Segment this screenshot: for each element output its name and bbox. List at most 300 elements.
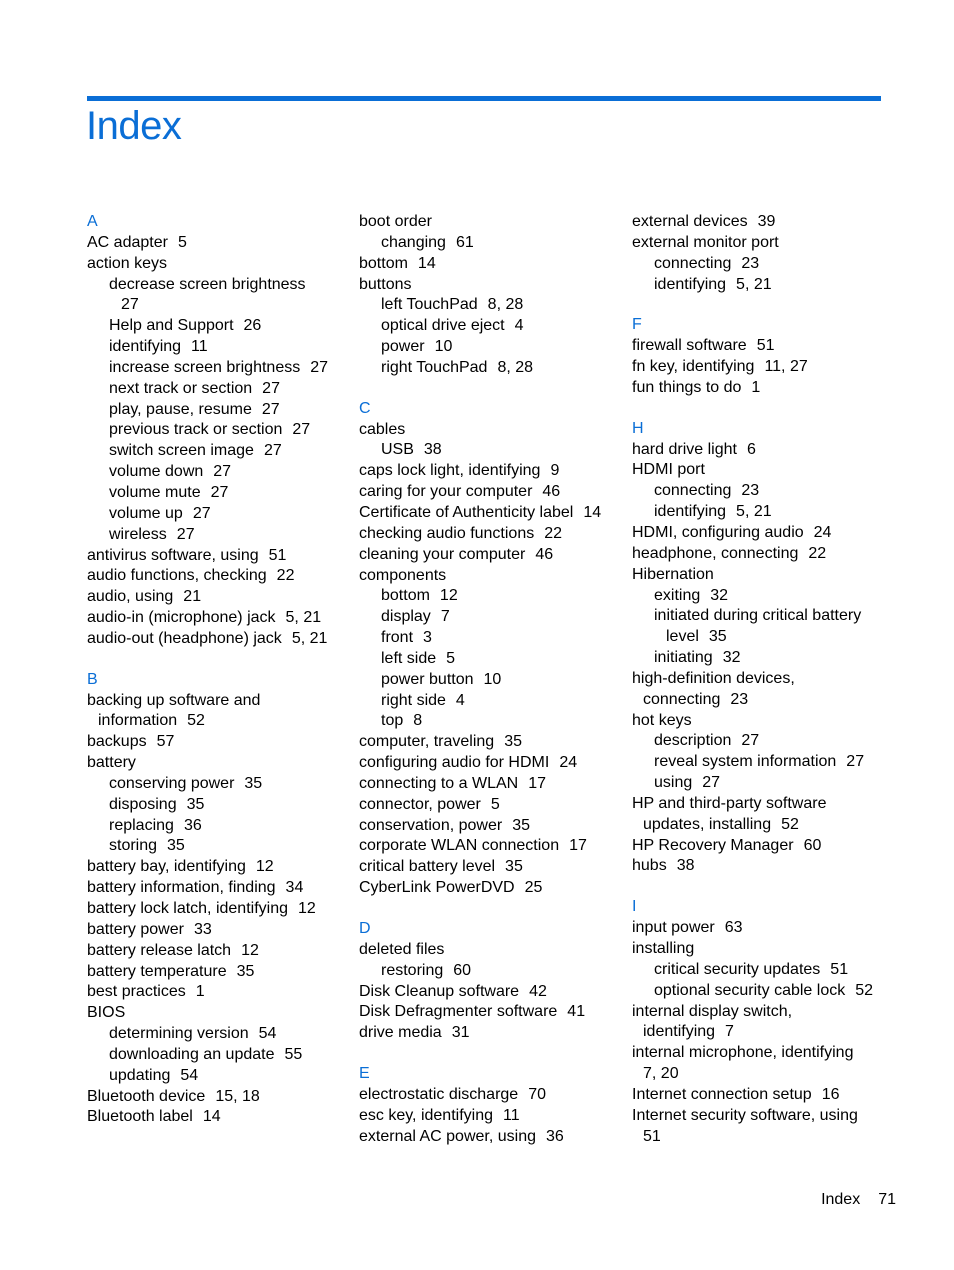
entry-term: installing: [632, 940, 695, 957]
entry-page-ref: 51: [268, 546, 287, 564]
entry-term: HP and third-party software: [632, 794, 827, 812]
index-subentry: [632, 648, 894, 669]
entry-term: top: [381, 712, 404, 730]
entry-page-ref: 23: [741, 482, 760, 500]
index-entry: [632, 836, 894, 857]
index-subentry: [632, 275, 894, 296]
index-entry: [632, 357, 894, 378]
index-entry-continuation: [87, 711, 349, 732]
entry-term: storing: [109, 837, 158, 855]
entry-page-ref: 27: [310, 358, 329, 376]
index-subentry: [87, 816, 349, 837]
index-subentry: [359, 628, 621, 649]
index-entry: [632, 794, 894, 815]
index-entry: [87, 233, 349, 254]
entry-term: firewall software: [632, 337, 747, 355]
entry-page-ref: 8, 28: [487, 296, 524, 314]
section-gap: [359, 899, 621, 919]
title-rule: [87, 96, 881, 101]
index-entry: [87, 857, 349, 878]
entry-page-ref: 27: [263, 442, 282, 460]
index-subentry: [87, 420, 349, 441]
entry-page-ref: 35: [505, 858, 523, 876]
entry-term: decrease screen brightness: [109, 275, 306, 293]
entry-term: conserving power: [109, 774, 235, 792]
entry-term: battery temperature: [87, 962, 227, 980]
index-entry: [87, 878, 349, 899]
entry-term: battery power: [87, 920, 184, 938]
entry-term: fun things to do: [632, 378, 742, 396]
page-number: 71: [878, 1191, 896, 1208]
entry-term: audio-out (headphone) jack: [87, 629, 282, 647]
entry-term: using: [654, 774, 693, 792]
entry-page-ref: 41: [567, 1003, 586, 1021]
entry-page-ref: 11, 27: [764, 358, 808, 376]
entry-term: conservation, power: [359, 816, 503, 834]
entry-page-ref: 36: [546, 1127, 564, 1145]
entry-term: Help and Support: [109, 317, 234, 335]
entry-page-ref: 3: [423, 629, 432, 647]
index-entry: [87, 1087, 349, 1108]
index-subentry: [632, 960, 894, 981]
entry-page-ref: 32: [722, 649, 741, 667]
entry-term: previous track or section: [109, 421, 283, 439]
entry-term: connecting: [643, 690, 721, 708]
entry-page-ref: 27: [262, 379, 280, 397]
entry-term: audio functions, checking: [87, 567, 267, 585]
entry-page-ref: 8, 28: [497, 358, 534, 376]
entry-page-ref: 32: [710, 586, 729, 604]
entry-term: reveal system information: [654, 753, 837, 771]
entry-term: 51: [643, 1127, 661, 1145]
index-subentry: [87, 795, 349, 816]
index-entry: [632, 460, 894, 481]
entry-term: internal microphone, identifying: [632, 1044, 854, 1062]
entry-page-ref: 42: [529, 982, 547, 1000]
entry-term: caps lock light, identifying: [359, 462, 541, 480]
index-entry: [359, 857, 621, 878]
index-subentry: [632, 752, 894, 773]
index-subentry: [87, 462, 349, 483]
entry-page-ref: 7: [440, 608, 450, 626]
entry-term: identifying: [109, 338, 182, 356]
entry-term: bottom: [381, 587, 430, 605]
index-entry: [632, 711, 894, 732]
entry-page-ref: 35: [167, 837, 185, 855]
entry-term: switch screen image: [109, 442, 254, 460]
entry-page-ref: 35: [708, 628, 727, 646]
entry-term: audio, using: [87, 588, 174, 606]
entry-term: connecting: [654, 482, 732, 500]
index-subentry: [87, 1045, 349, 1066]
entry-term: computer, traveling: [359, 733, 495, 751]
entry-term: battery lock latch, identifying: [87, 900, 288, 917]
index-entry: [87, 587, 349, 608]
entry-term: critical security updates: [654, 960, 821, 978]
entry-page-ref: 12: [255, 858, 274, 876]
entry-term: level: [666, 628, 699, 646]
entry-term: drive media: [359, 1024, 442, 1042]
index-entry: [359, 275, 621, 296]
entry-page-ref: 55: [284, 1045, 303, 1063]
index-entry: [87, 962, 349, 983]
entry-term: hubs: [632, 857, 667, 875]
entry-term: backups: [87, 733, 147, 751]
entry-term: Disk Cleanup software: [359, 982, 520, 1000]
entry-term: internal display switch,: [632, 1002, 793, 1020]
entry-term: esc key, identifying: [359, 1106, 493, 1124]
entry-page-ref: 5, 21: [736, 275, 772, 293]
entry-term: connecting to a WLAN: [359, 774, 519, 792]
index-letter-heading: F: [632, 316, 642, 334]
entry-page-ref: 7: [725, 1023, 734, 1041]
entry-page-ref: 27: [192, 504, 211, 522]
index-subentry: [359, 358, 621, 379]
entry-term: battery bay, identifying: [87, 858, 246, 876]
entry-page-ref: 61: [455, 233, 474, 251]
entry-term: audio-in (microphone) jack: [87, 609, 276, 627]
entry-term: increase screen brightness: [109, 358, 301, 376]
entry-page-ref: 54: [258, 1025, 277, 1043]
entry-page-ref: 22: [276, 567, 295, 585]
entry-page-ref: 5: [446, 649, 456, 667]
entry-term: action keys: [87, 254, 168, 272]
entry-term: 27: [121, 296, 139, 314]
entry-term: HDMI, configuring audio: [632, 523, 804, 541]
footer-label: Index: [821, 1191, 861, 1208]
index-entry-continuation: [632, 1022, 894, 1043]
index-entry: [359, 878, 621, 899]
entry-term: BIOS: [87, 1004, 126, 1022]
index-entry: [632, 440, 894, 461]
index-subentry: [359, 233, 621, 254]
entry-page-ref: 10: [483, 670, 502, 688]
index-letter-heading: B: [87, 670, 98, 688]
entry-term: Certificate of Authenticity label: [359, 503, 574, 521]
index-entry: [632, 1085, 894, 1106]
entry-term: Bluetooth label: [87, 1108, 193, 1126]
entry-page-ref: 4: [514, 317, 524, 335]
entry-page-ref: 1: [195, 983, 205, 1001]
entry-page-ref: 23: [741, 254, 760, 272]
entry-term: identifying: [654, 275, 727, 293]
entry-term: external devices: [632, 213, 748, 230]
entry-page-ref: 21: [183, 588, 202, 606]
entry-term: determining version: [109, 1025, 249, 1043]
entry-term: high-definition devices,: [632, 669, 795, 687]
index-entry: [359, 816, 621, 837]
entry-term: corporate WLAN connection: [359, 837, 560, 855]
entry-term: replacing: [109, 816, 174, 834]
index-entry: [359, 1023, 621, 1044]
index-entry: [632, 565, 894, 586]
index-letter-heading: C: [359, 399, 371, 417]
entry-term: critical battery level: [359, 858, 496, 876]
entry-term: connecting: [654, 254, 732, 272]
entry-page-ref: 25: [524, 879, 543, 897]
entry-page-ref: 27: [176, 525, 195, 543]
entry-term: hot keys: [632, 711, 692, 729]
index-subentry: [359, 670, 621, 691]
index-subentry: [87, 1024, 349, 1045]
entry-term: connector, power: [359, 795, 481, 813]
entry-page-ref: 54: [180, 1066, 199, 1084]
entry-page-ref: 12: [298, 900, 316, 917]
entry-page-ref: 36: [183, 816, 202, 834]
entry-term: cables: [359, 420, 406, 438]
entry-page-ref: 57: [156, 733, 175, 751]
section-gap: [87, 650, 349, 670]
entry-page-ref: 14: [583, 503, 602, 521]
index-subentry: [632, 502, 894, 523]
index-entry: [87, 566, 349, 587]
entry-term: deleted files: [359, 940, 445, 958]
section-gap: [632, 399, 894, 419]
entry-page-ref: 38: [423, 441, 442, 459]
entry-term: identifying: [654, 503, 727, 521]
index-letter-heading: A: [87, 213, 98, 230]
entry-page-ref: 24: [813, 523, 832, 541]
index-entry: [87, 254, 349, 275]
index-entry: [87, 920, 349, 941]
index-subentry: [87, 358, 349, 379]
entry-term: optical drive eject: [381, 317, 505, 335]
entry-term: antivirus software, using: [87, 546, 259, 564]
index-letter-heading: E: [359, 1065, 370, 1083]
entry-page-ref: 6: [746, 440, 756, 458]
entry-term: components: [359, 566, 447, 584]
entry-page-ref: 24: [559, 754, 578, 772]
index-subentry: [632, 481, 894, 502]
section-gap: [359, 1044, 621, 1064]
index-entry: [87, 1107, 349, 1128]
entry-page-ref: 51: [830, 960, 849, 978]
index-entry: [359, 1127, 621, 1148]
entry-term: wireless: [109, 525, 167, 543]
entry-term: right TouchPad: [381, 358, 488, 376]
entry-term: volume down: [109, 463, 204, 481]
entry-term: Internet connection setup: [632, 1085, 812, 1103]
entry-page-ref: 60: [803, 836, 822, 854]
index-entry: [632, 233, 894, 254]
entry-page-ref: 33: [193, 920, 212, 938]
page-footer: [821, 1191, 896, 1209]
index-entry: [87, 732, 349, 753]
index-entry: [359, 461, 621, 482]
index-subentry: [359, 440, 621, 461]
entry-page-ref: 60: [453, 961, 472, 979]
index-entry-continuation: [632, 1064, 894, 1085]
entry-term: HDMI port: [632, 461, 705, 479]
entry-term: cleaning your computer: [359, 545, 526, 563]
index-subentry: [87, 275, 349, 296]
index-entry-continuation: [632, 815, 894, 836]
index-subentry: [87, 400, 349, 421]
entry-term: updating: [109, 1066, 171, 1084]
entry-term: battery information, finding: [87, 879, 276, 897]
entry-term: CyberLink PowerDVD: [359, 879, 515, 897]
index-subentry: [87, 1066, 349, 1087]
entry-page-ref: 27: [213, 463, 232, 481]
entry-term: USB: [381, 441, 414, 459]
entry-page-ref: 5, 21: [285, 609, 322, 627]
entry-page-ref: 1: [751, 378, 761, 396]
entry-term: next track or section: [109, 379, 253, 397]
index-entry: [359, 503, 621, 524]
index-subentry: [632, 731, 894, 752]
entry-page-ref: 5, 21: [291, 629, 328, 647]
index-subentry: [87, 379, 349, 400]
index-entry: [359, 254, 621, 275]
entry-term: configuring audio for HDMI: [359, 754, 550, 772]
entry-page-ref: 38: [676, 857, 695, 875]
index-subentry: [632, 586, 894, 607]
index-entry: [359, 1002, 621, 1023]
entry-term: battery: [87, 754, 136, 772]
index-entry: [87, 753, 349, 774]
entry-term: caring for your computer: [359, 483, 533, 501]
entry-page-ref: 52: [855, 981, 874, 999]
entry-term: external AC power, using: [359, 1127, 536, 1145]
index-subentry: [87, 774, 349, 795]
page-title: Index: [86, 104, 182, 148]
entry-term: boot order: [359, 213, 432, 230]
entry-term: battery release latch: [87, 941, 232, 959]
index-subentry: [87, 504, 349, 525]
index-subentry: [632, 773, 894, 794]
section-gap: [632, 877, 894, 897]
index-entry: [359, 212, 621, 233]
entry-page-ref: 14: [202, 1108, 221, 1126]
index-subentry: [87, 337, 349, 358]
entry-term: left side: [381, 649, 437, 667]
entry-term: left TouchPad: [381, 296, 478, 314]
index-subentry: [359, 961, 621, 982]
index-subentry: [359, 316, 621, 337]
index-entry: [359, 732, 621, 753]
index-entry: [632, 544, 894, 565]
entry-term: description: [654, 732, 732, 750]
index-entry: [87, 941, 349, 962]
entry-term: information: [98, 712, 178, 730]
index-entry: [359, 566, 621, 587]
index-column-3: [632, 212, 894, 1147]
entry-term: buttons: [359, 275, 412, 293]
entry-term: hard drive light: [632, 440, 737, 458]
entry-page-ref: 22: [808, 544, 827, 562]
entry-term: bottom: [359, 254, 408, 272]
entry-page-ref: 16: [821, 1085, 840, 1103]
entry-page-ref: 27: [846, 753, 865, 771]
section-gap: [359, 379, 621, 399]
entry-page-ref: 35: [504, 733, 522, 751]
entry-page-ref: 63: [724, 919, 743, 937]
index-subentry: [359, 295, 621, 316]
index-entry: [359, 774, 621, 795]
entry-page-ref: 27: [261, 400, 280, 418]
entry-page-ref: 10: [434, 338, 453, 356]
index-entry: [359, 753, 621, 774]
entry-page-ref: 34: [285, 879, 304, 897]
index-entry: [87, 1003, 349, 1024]
entry-term: Bluetooth device: [87, 1087, 206, 1105]
index-subentry-continuation: [87, 295, 349, 316]
index-entry: [359, 1106, 621, 1127]
index-entry: [632, 212, 894, 233]
entry-term: checking audio functions: [359, 524, 535, 542]
index-entry-continuation: [632, 1127, 894, 1148]
entry-page-ref: 35: [244, 774, 263, 792]
entry-term: external monitor port: [632, 233, 779, 251]
index-subentry: [632, 981, 894, 1002]
index-entry: [359, 795, 621, 816]
index-entry: [359, 420, 621, 441]
index-entry: [632, 378, 894, 399]
index-subentry: [87, 441, 349, 462]
entry-page-ref: 22: [544, 524, 563, 542]
index-entry: [359, 482, 621, 503]
index-entry: [632, 523, 894, 544]
index-subentry: [359, 711, 621, 732]
entry-page-ref: 70: [528, 1085, 546, 1103]
entry-term: restoring: [381, 961, 444, 979]
entry-page-ref: 5, 21: [736, 503, 772, 521]
entry-page-ref: 5: [177, 233, 187, 251]
index-entry: [359, 836, 621, 857]
entry-page-ref: 9: [550, 462, 560, 480]
index-entry: [87, 982, 349, 1003]
entry-page-ref: 12: [241, 941, 259, 959]
entry-term: volume mute: [109, 483, 201, 501]
index-subentry: [632, 606, 894, 627]
index-subentry: [359, 691, 621, 712]
index-entry: [359, 940, 621, 961]
entry-page-ref: 35: [236, 962, 255, 980]
entry-page-ref: 27: [702, 774, 721, 792]
entry-term: Hibernation: [632, 565, 714, 583]
entry-page-ref: 17: [569, 837, 587, 855]
entry-page-ref: 17: [528, 774, 546, 792]
index-entry: [632, 669, 894, 690]
entry-page-ref: 5: [490, 795, 500, 813]
entry-term: changing: [381, 233, 446, 251]
index-column-2: [359, 212, 621, 1147]
entry-term: backing up software and: [87, 691, 261, 709]
index-entry: [87, 546, 349, 567]
index-subentry: [87, 836, 349, 857]
entry-page-ref: 14: [417, 254, 436, 272]
index-letter-heading: D: [359, 920, 371, 937]
entry-term: play, pause, resume: [109, 400, 252, 418]
entry-term: best practices: [87, 983, 186, 1001]
entry-page-ref: 51: [756, 337, 775, 355]
entry-page-ref: 11: [503, 1106, 520, 1124]
index-letter-heading: I: [632, 898, 637, 916]
entry-page-ref: 31: [451, 1024, 470, 1042]
entry-page-ref: 27: [210, 483, 229, 501]
entry-term: display: [381, 608, 431, 626]
index-subentry: [632, 254, 894, 275]
index-subentry: [359, 586, 621, 607]
index-subentry-continuation: [632, 627, 894, 648]
index-subentry: [87, 525, 349, 546]
section-gap: [632, 295, 894, 315]
index-entry: [359, 545, 621, 566]
index-entry: [359, 1085, 621, 1106]
entry-term: power button: [381, 670, 474, 688]
entry-term: identifying: [643, 1023, 716, 1041]
entry-term: exiting: [654, 586, 701, 604]
